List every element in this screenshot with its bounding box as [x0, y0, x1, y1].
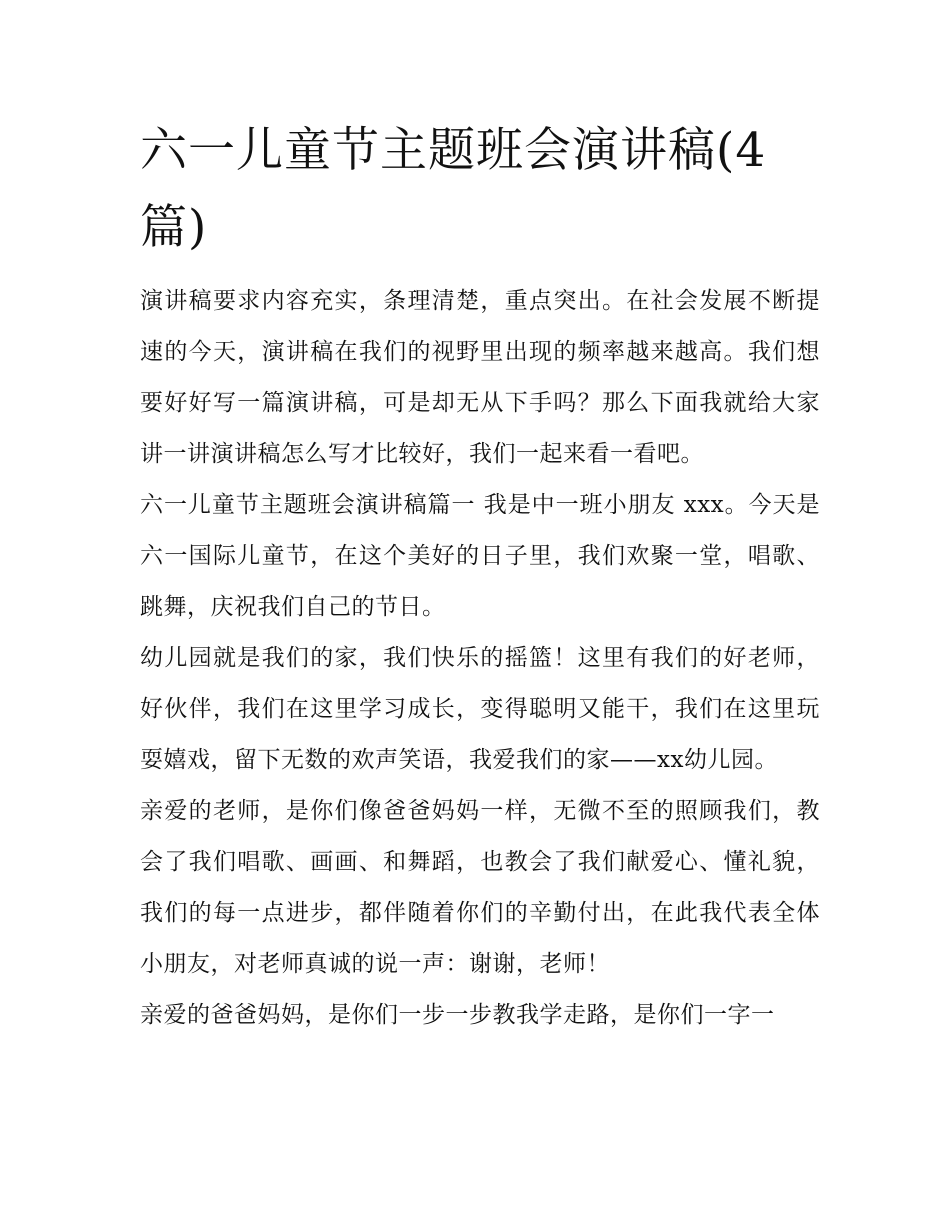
paragraph-intro: 演讲稿要求内容充实，条理清楚，重点突出。在社会发展不断提速的今天，演讲稿在我们的视野里出现的频率越来越高。我们想要好好写一篇演讲稿，可是却无从下手吗？那么下面我就给大家讲一讲演讲稿怎么写才比较好，我们一起来看一看吧。 — [140, 288, 820, 467]
document-body — [140, 276, 820, 1041]
document-title: 六一儿童节主题班会演讲稿(4篇) — [140, 123, 767, 255]
paragraph-speech-one-opening: 六一儿童节主题班会演讲稿篇一 我是中一班小朋友 xxx。今天是六一国际儿童节，在这个美好的日子里，我们欢聚一堂，唱歌、跳舞，庆祝我们自己的节日。 — [140, 492, 820, 620]
paragraph-parents: 亲爱的爸爸妈妈，是你们一步一步教我学走路，是你们一字一 — [140, 1002, 775, 1028]
paragraph-thanks-teachers: 亲爱的老师，是你们像爸爸妈妈一样，无微不至的照顾我们，教会了我们唱歌、画画、和舞蹈，也教会了我们献爱心、懂礼貌，我们的每一点进步，都伴随着你们的辛勤付出，在此我代表全体小朋友，对老师真诚的说一声：谢谢，老师！ — [140, 798, 820, 977]
paragraph-kindergarten-home: 幼儿园就是我们的家，我们快乐的摇篮！这里有我们的好老师，好伙伴，我们在这里学习成长，变得聪明又能干，我们在这里玩耍嬉戏，留下无数的欢声笑语，我爱我们的家——xx幼儿园。 — [140, 645, 820, 773]
